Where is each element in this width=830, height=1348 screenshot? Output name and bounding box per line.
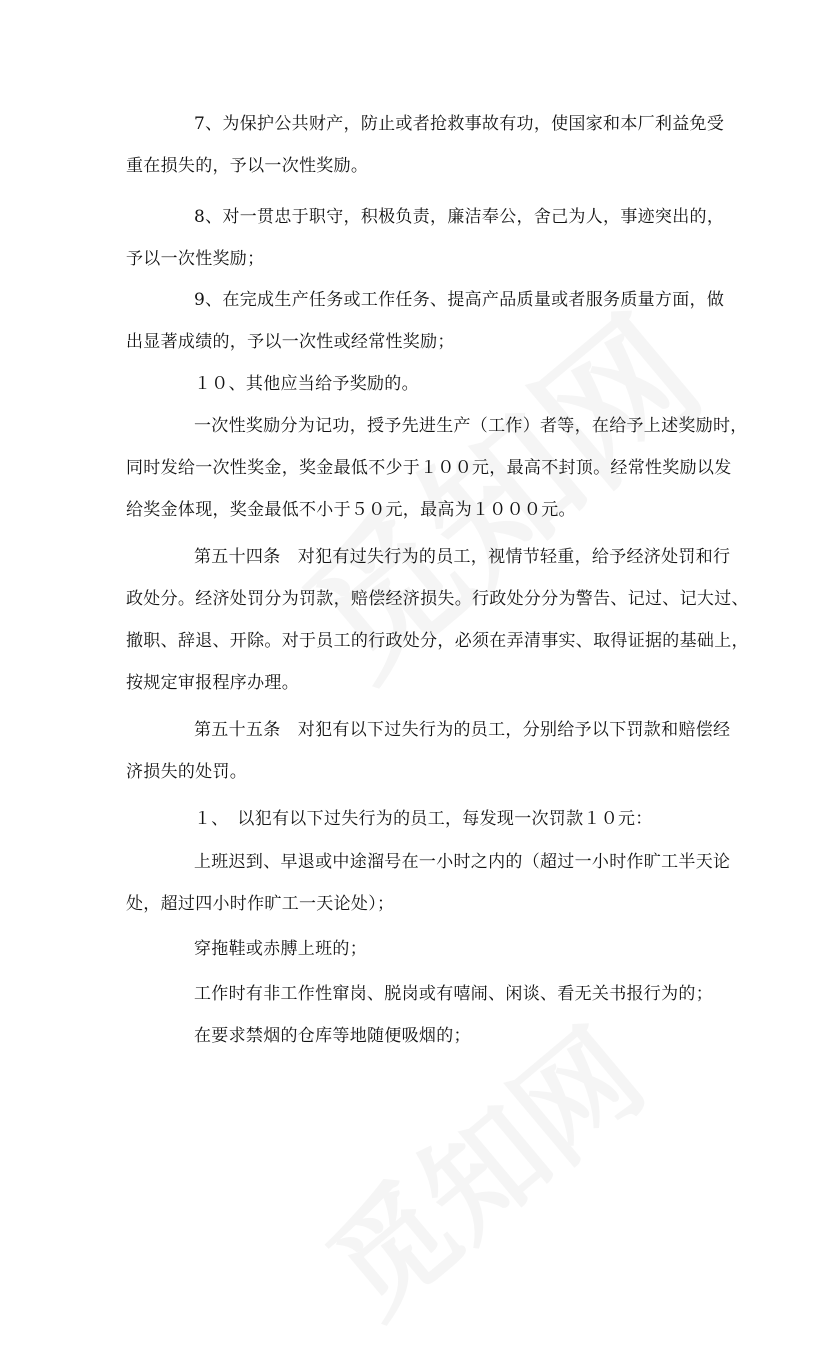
paragraph-reward-line-2: 同时发给一次性奖金，奖金最低不少于１００元，最高不封顶。经常性奖励以发 <box>126 458 732 478</box>
penalty-late-line-1: 上班迟到、早退或中途溜号在一小时之内的（超过一小时作旷工半天论 <box>194 852 731 872</box>
penalty-slippers-line-1: 穿拖鞋或赤膊上班的； <box>194 939 367 959</box>
penalty-item-1-line-1: １、 以犯有以下过失行为的员工，每发现一次罚款１０元： <box>194 809 653 829</box>
article-55-line-2: 济损失的处罚。 <box>126 762 248 782</box>
paragraph-8-line-1: 8、对一贯忠于职守，积极负责，廉洁奉公，舍己为人，事迹突出的， <box>194 207 725 227</box>
paragraph-reward-line-3: 给奖金体现，奖金最低不小于５０元，最高为１０００元。 <box>126 500 576 520</box>
article-54-line-1: 第五十四条 对犯有过失行为的员工，视情节轻重，给予经济处罚和行 <box>194 547 731 567</box>
article-55-line-1: 第五十五条 对犯有以下过失行为的员工，分别给予以下罚款和赔偿经 <box>194 720 731 740</box>
paragraph-8-line-2: 予以一次性奖励； <box>126 249 265 269</box>
paragraph-9-line-1: 9、在完成生产任务或工作任务、提高产品质量或者服务质量方面，做 <box>194 290 725 310</box>
penalty-late-line-2: 处，超过四小时作旷工一天论处）； <box>126 894 395 914</box>
paragraph-10-line-1: １０、其他应当给予奖励的。 <box>194 374 419 394</box>
paragraph-reward-line-1: 一次性奖励分为记功，授予先进生产（工作）者等，在给予上述奖励时， <box>194 416 748 436</box>
article-54-line-4: 按规定审报程序办理。 <box>126 673 299 693</box>
paragraph-7-line-1: 7、为保护公共财产，防止或者抢救事故有功，使国家和本厂利益免受 <box>194 114 725 134</box>
penalty-offpost-line-1: 工作时有非工作性窜岗、脱岗或有嘻闹、闲谈、看无关书报行为的； <box>194 984 713 1004</box>
article-54-line-2: 政处分。经济处罚分为罚款，赔偿经济损失。行政处分分为警告、记过、记大过、 <box>126 589 749 609</box>
paragraph-9-line-2: 出显著成绩的，予以一次性或经常性奖励； <box>126 332 455 352</box>
article-54-line-3: 撤职、辞退、开除。对于员工的行政处分，必须在弄清事实、取得证据的基础上， <box>126 631 749 651</box>
penalty-smoking-line-1: 在要求禁烟的仓库等地随便吸烟的； <box>194 1026 471 1046</box>
paragraph-7-line-2: 重在损失的，予以一次性奖励。 <box>126 156 369 176</box>
